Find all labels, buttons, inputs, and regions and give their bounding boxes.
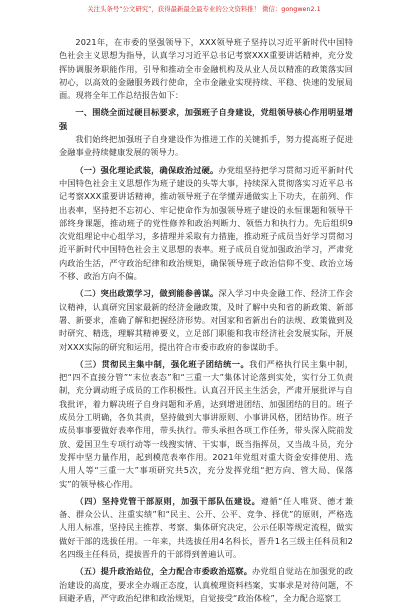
item-heading: （一）强化理论武装，确保政治过硬。 <box>75 164 219 175</box>
item-heading: （五）提升政治站位，全力配合市委政治巡察。 <box>75 566 253 577</box>
document-body <box>59 36 353 605</box>
item-paragraph <box>59 287 353 353</box>
item-text: 办党组坚持把学习贯彻习近平新时代中国特色社会主义思想作为班子建设的头等大事，持续深入贯彻落实习近平总书记考察XXX重要讲话精神，推动领导班子在学懂弄通做实上下功夫，在前列、作出表率，坚持把不忘初心、牢记使命作为加强领导班子建设的永恒课题和领导干部终身课题，推动班子的党性修养和政治判断力、领悟力和执行力。先后组织9次党组理论中心组学习，多措理并采取有力措施，推动班子成员当好学习贯彻习近平新时代中国特色社会主义思想的表率。班子成员自觉加强政治学习，严肃党内政治生活，严守政治纪律和政治规矩，确保领导班子政治信仰不变、政治立场不移、政治方向不偏。 <box>59 164 353 282</box>
section-lead-paragraph: 我们始终把加强班子自身建设作为推进工作的关键抓手，努力提高班子促进金融事业持续健康发展的领导力。 <box>59 134 353 158</box>
item-paragraph <box>59 164 353 284</box>
item-text: 遵循“任人唯贤、德才兼备、群众公认、注重实绩”和“民主、公开、公平、竞争、择优”的原则，严格选人用人标准，坚持民主推荐、考察、集体研究决定，公示任职等规定流程，做实做好干部的选拔任用。一年来，共选拔任用4名科长，晋升1名三级主任科员和2名四级主任科员，提拔晋升的干部得到普遍认可。 <box>59 495 353 559</box>
item-heading: （二）突出政策学习，做到能参善谋。 <box>75 288 219 299</box>
intro-paragraph: 2021年，在市委的坚强领导下，XXX领导班子坚持以习近平新时代中国特色社会主义思想为指导，认真学习习近平总书记考察XXX重要讲话精神，充分发挥协调服务职能作用，引导和推动全市金融机构及从业人员以精准的政策落实回初心，以高效的金融服务践行使命，全市金融业实现持续、平稳、快速的发展局面。现将全年工作总结报告如下： <box>59 37 353 101</box>
promo-banner: 关注头条号“公文研究”，获得最新最全最专业的公文资料推！ 微信：gongwen2.1 <box>87 5 321 13</box>
item-text: 我们严格执行民主集中制，把“四不直接分管”“末位表态”和“三重一大”集体讨论落到实处，实行分工负责制，充分调动班子成员的工作积极性。认真召开民主生活会，严肃开展批评与自我批评，着力解决班子自身问题和矛盾，达到增进团结、加强团结的目的。班子成员分工明确，各负其责，坚持做到大事讲原则、小事讲风格，团结协作。班子成员事事要做好表率作用，带头执行。带头承担各项工作任务，带头深入院前发放、爱国卫生专项行动等一线搜实情、干实事，既当指挥员，又当战斗员，充分发挥中坚力量作用，起到模范表率作用。2021年党组对重大资金安排使用、选人用人等“三重一大”事项研究共5次，充分发挥党组“把方向、管大局、保落实”的领导核心作用。 <box>59 358 353 489</box>
item-text: 深入学习中央金融工作、经济工作会议精神，认真研究国家最新的经济金融政策，及时了解中央和省的新政策、新部署、新要求，准确了解和把握经济形势。对国家和省新出台的法规、政策做到及时研究、精选，理解其精神要义，立足部门职能和我市经济社会发展实际，开展对XXX实际的研究和运用，提出符合市委市政府的参谋助手。 <box>59 288 353 352</box>
item-heading: （三）贯彻民主集中制，强化班子团结统一。 <box>75 358 250 369</box>
item-heading: （四）坚持党管干部原则，加强干部队伍建设。 <box>75 495 261 506</box>
item-text: 办党组自觉站在加强党的政治建设的高度，要求全办端正态度，认真梳理资料档案，实事求是对待问题，不回避矛盾，严守政治纪律和政治规矩，自觉接受“政治体检”，全力配合巡察工 <box>59 566 354 603</box>
section-heading: 一、围绕全面过硬目标要求，加强班子自身建设，党组领导核心作用明显增强 <box>59 107 353 131</box>
item-paragraph <box>59 358 353 491</box>
item-paragraph <box>59 495 353 561</box>
item-paragraph <box>59 565 353 605</box>
